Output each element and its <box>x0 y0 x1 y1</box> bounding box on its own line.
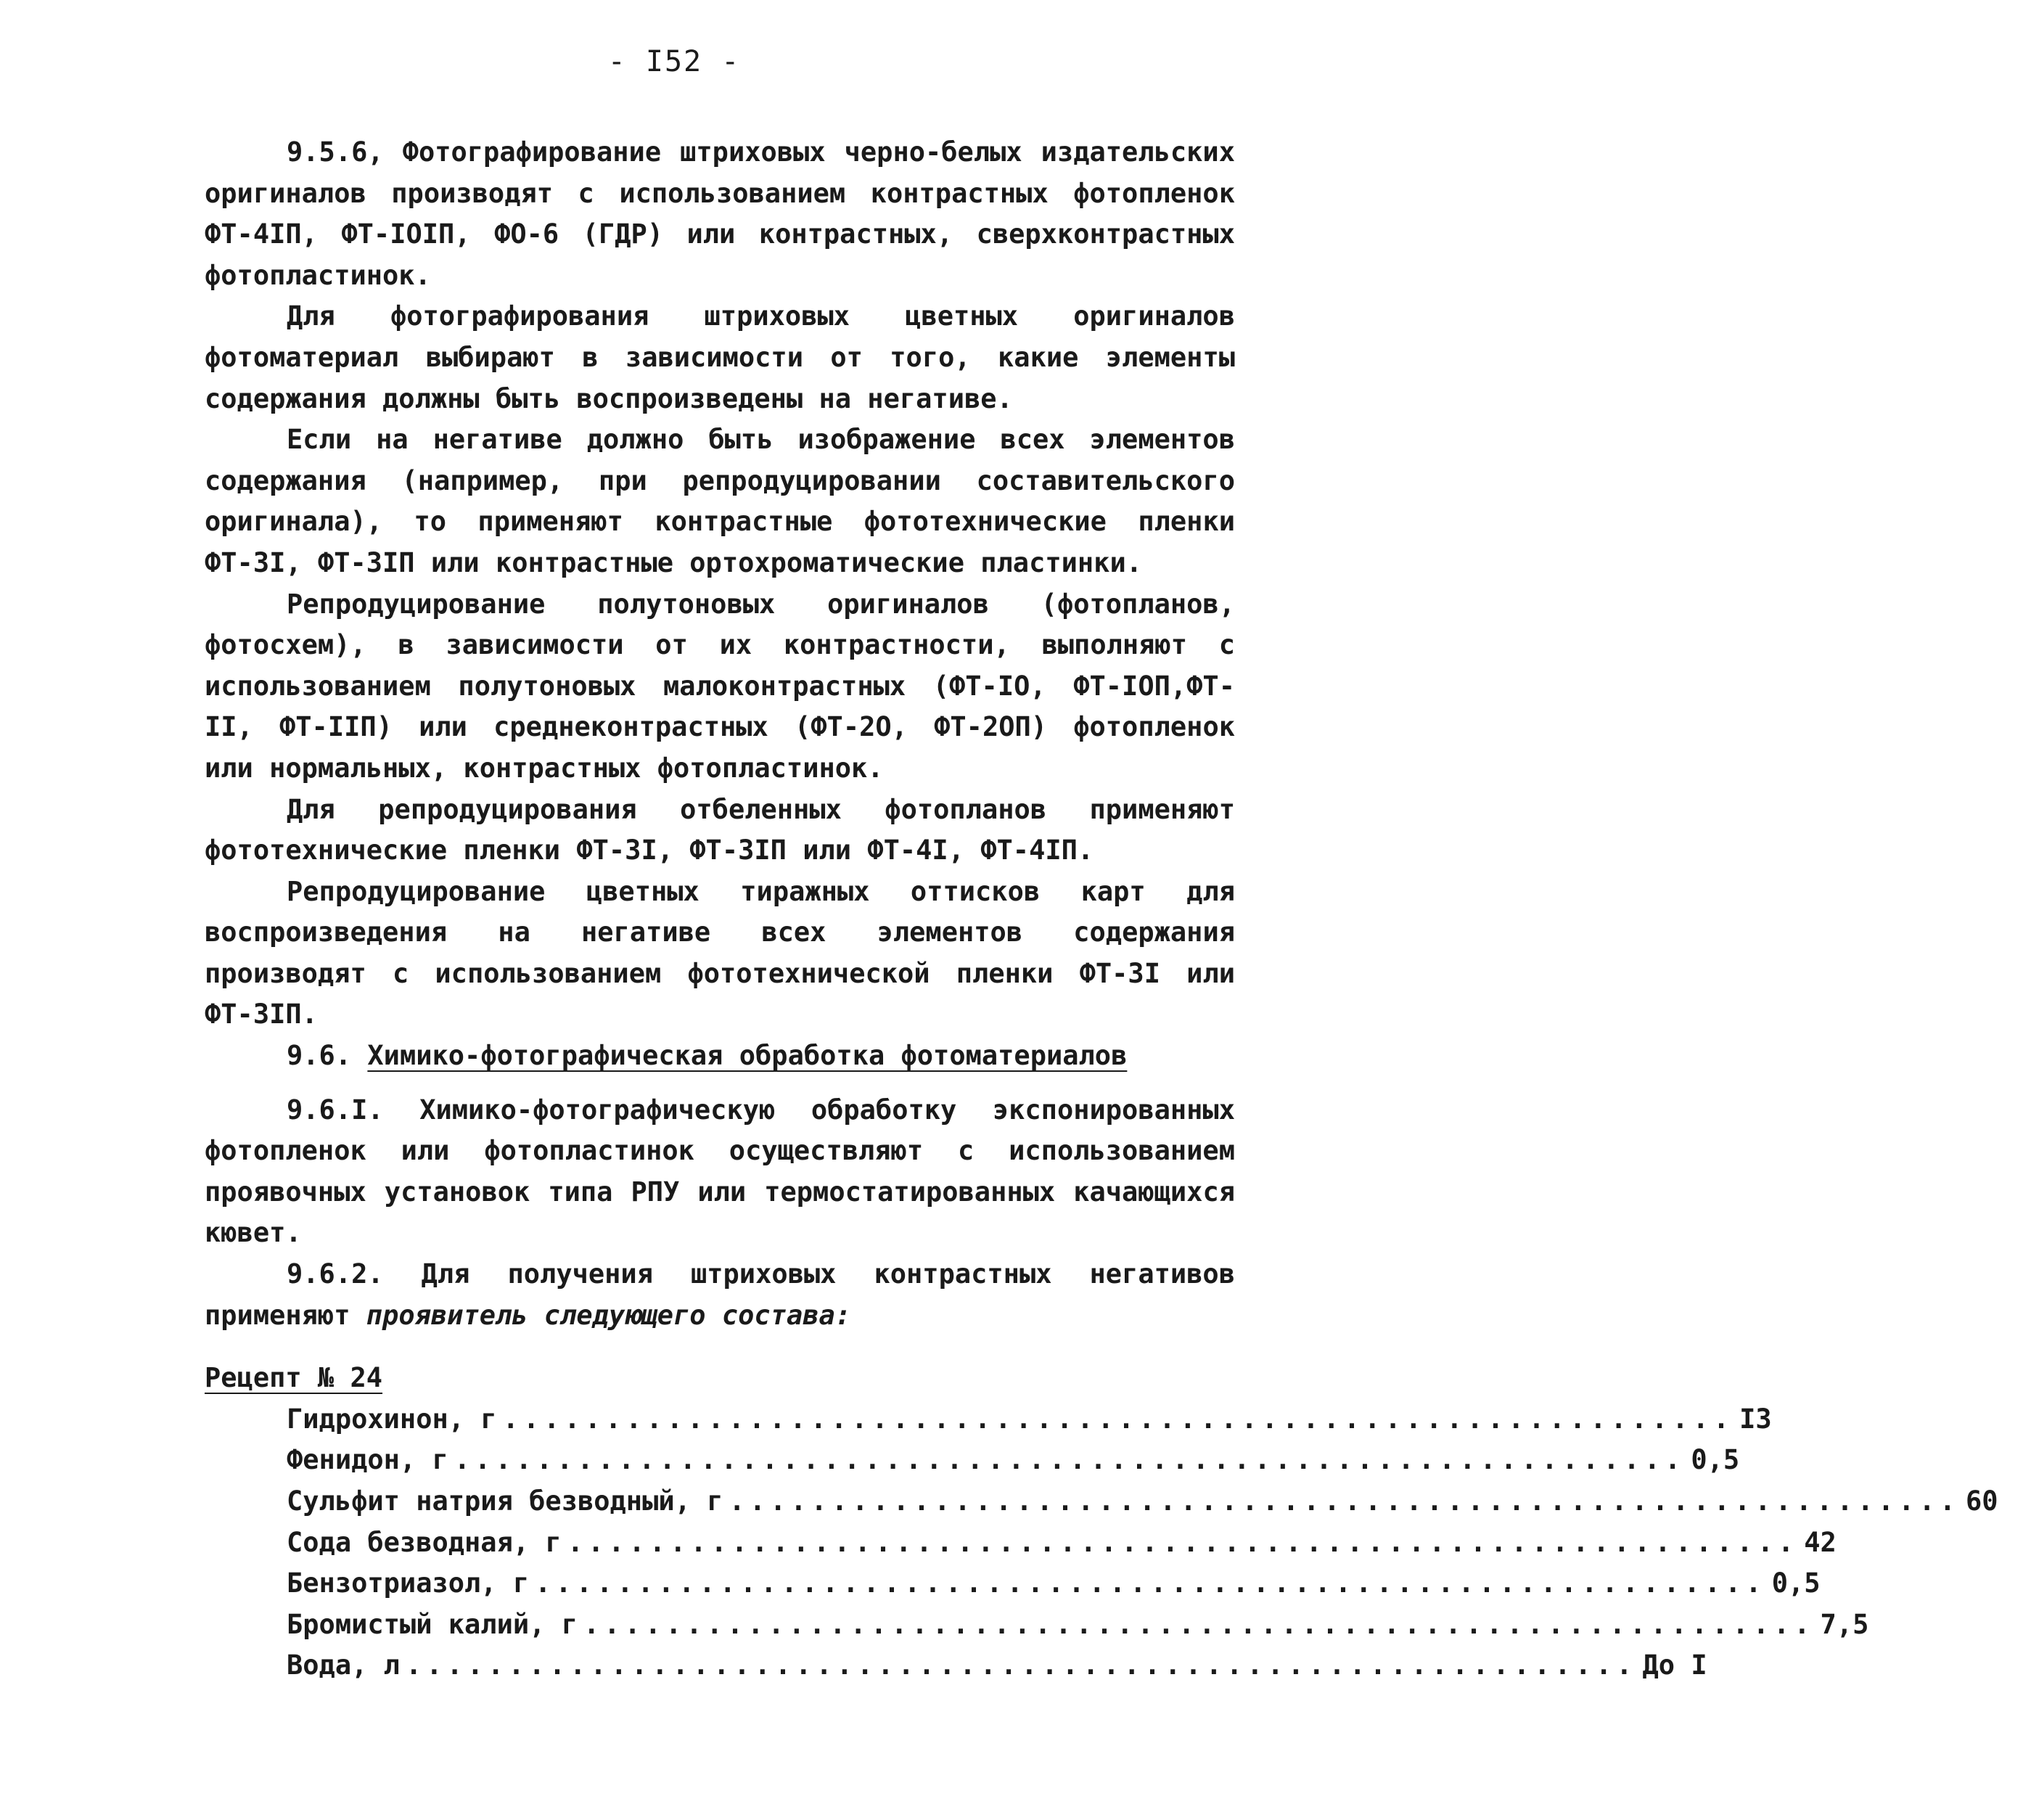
recipe-item-value: До I <box>1642 1649 1707 1681</box>
recipe-list <box>205 1399 1998 1686</box>
paragraph-9-5-6: 9.5.6, Фотографирование штриховых черно-белых издательских оригиналов производят с использованием контрастных фотопленок ФТ-4IП, ФТ-IOIП, ФО-6 (ГДР) или контрастных, сверхконтрастных фотопластинок. <box>205 136 1235 291</box>
recipe-item <box>287 1645 1707 1686</box>
section-number: 9.6. <box>287 1040 352 1072</box>
page-number: - I52 - <box>607 45 741 78</box>
recipe-item <box>287 1563 1821 1604</box>
paragraph-9-6-2-italic: проявитель следующего состава: <box>366 1299 852 1331</box>
recipe-item-name: Бензотриазол, г <box>287 1567 530 1599</box>
dot-leader: ............................................................ <box>454 1444 1686 1476</box>
recipe-item-value: 42 <box>1804 1526 1837 1558</box>
dot-leader: ............................................................ <box>405 1649 1637 1681</box>
paragraph-9-6-1: 9.6.I. Химико-фотографическую обработку экспонированных фотопленок или фотопластинок осуществляют с использованием проявочных установок типа РПУ или термостатированных качающихся кювет. <box>205 1094 1235 1249</box>
dot-leader: ............................................................ <box>729 1485 1961 1517</box>
paragraph-9-6-2 <box>205 1254 1235 1336</box>
recipe-item-value: 7,5 <box>1820 1608 1869 1640</box>
recipe-item <box>287 1604 1869 1646</box>
paragraph-color-originals: Для фотографирования штриховых цветных оригиналов фотоматериал выбирают в зависимости от того, какие элементы содержания должны быть воспроизведены на негативе. <box>205 300 1235 414</box>
document-body <box>205 132 1998 1686</box>
dot-leader: ............................................................ <box>535 1567 1766 1599</box>
paragraph-9-6-2-text: 9.6.2. Для получения штриховых контрастных негативов применяют <box>205 1258 1235 1331</box>
recipe-item-value: 0,5 <box>1771 1567 1821 1599</box>
recipe-item-name: Сульфит натрия безводный, г <box>287 1485 723 1517</box>
recipe-item <box>287 1522 1837 1564</box>
section-title: Химико-фотографическая обработка фотоматериалов <box>367 1040 1128 1072</box>
recipe-item-value: 0,5 <box>1691 1444 1740 1476</box>
recipe-item-value: 60 <box>1966 1485 1998 1517</box>
recipe-item-name: Вода, л <box>287 1649 400 1681</box>
recipe-item-name: Гидрохинон, г <box>287 1403 497 1435</box>
dot-leader: ............................................................ <box>567 1526 1799 1558</box>
recipe-title: Рецепт № 24 <box>205 1362 383 1394</box>
paragraph-all-elements: Если на негативе должно быть изображение всех элементов содержания (например, при репродуцировании составительского оригинала), то применяют контрастные фототехнические пленки ФТ-3I, ФТ-3IП или контрастные ортохроматические пластинки. <box>205 424 1235 578</box>
paragraph-bleached: Для репродуцирования отбеленных фотопланов применяют фототехнические пленки ФТ-3I, ФТ-3IП или ФТ-4I, ФТ-4IП. <box>205 793 1235 866</box>
recipe-item <box>287 1440 1740 1481</box>
recipe-item <box>287 1481 1998 1522</box>
paragraph-print-copies: Репродуцирование цветных тиражных оттисков карт для воспроизведения на негативе всех элементов содержания производят с использованием фототехнической пленки ФТ-3I или ФТ-3IП. <box>205 875 1235 1030</box>
recipe-item-name: Фенидон, г <box>287 1444 448 1476</box>
dot-leader: ............................................................ <box>583 1608 1815 1640</box>
paragraph-halftone: Репродуцирование полутоновых оригиналов (фотопланов, фотосхем), в зависимости от их контрастности, выполняют с использованием полутоновых малоконтрастных (ФТ-IO, ФТ-IOП,ФТ-II, ФТ-IIП) или среднеконтрастных (ФТ-2O, ФТ-2OП) фотопленок или нормальных, контрастных фотопластинок. <box>205 588 1235 784</box>
recipe-item-value: I3 <box>1739 1403 1772 1435</box>
dot-leader: ............................................................ <box>502 1403 1734 1435</box>
recipe-item-name: Сода безводная, г <box>287 1526 562 1558</box>
recipe-item <box>287 1399 1772 1440</box>
section-heading <box>205 1036 1235 1077</box>
recipe-item-name: Бромистый калий, г <box>287 1608 578 1640</box>
